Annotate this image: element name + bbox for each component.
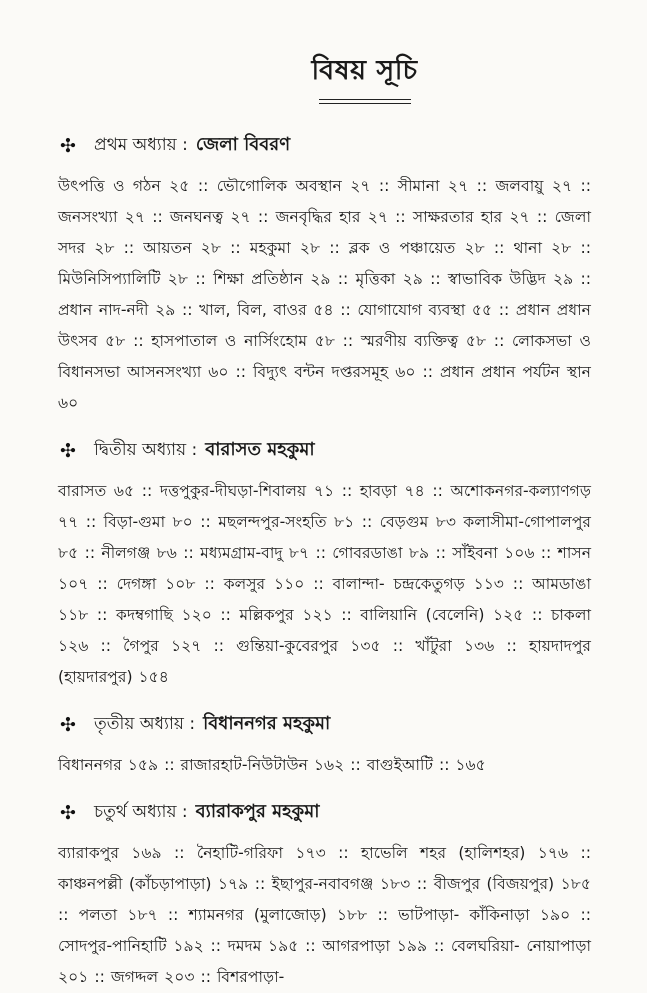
- chapter-4: [58, 797, 591, 993]
- page-title: বিষয় সূচি: [311, 55, 418, 86]
- chapter-contents: বিধাননগর ১৫৯ :: রাজারহাট-নিউটাউন ১৬২ :: বাগুইআটি :: ১৬৫: [58, 756, 486, 774]
- fleuron-bullet-icon: ✣: [60, 134, 76, 157]
- chapter-1: [58, 130, 591, 419]
- fleuron-bullet-icon: ✣: [60, 801, 76, 824]
- fleuron-bullet-icon: ✣: [60, 439, 76, 462]
- chapter-heading: [58, 709, 591, 740]
- chapter-label: তৃতীয় অধ্যায় :: [94, 713, 196, 734]
- chapter-label: দ্বিতীয় অধ্যায় :: [94, 439, 198, 460]
- chapter-3: [58, 709, 591, 781]
- chapter-heading: [58, 130, 591, 161]
- chapter-label: চতুর্থ অধ্যায় :: [94, 801, 188, 822]
- chapter-heading: [58, 797, 591, 828]
- chapter-subtitle: ব্যারাকপুর মহকুমা: [195, 801, 320, 822]
- chapter-contents: উৎপত্তি ও গঠন ২৫ :: ভৌগোলিক অবস্থান ২৭ :: সীমানা ২৭ :: জলবায়ু ২৭ :: জনসংখ্যা ২৭ :: জনঘনত্ব ২৭ :: জনবৃদ্ধির হার ২৭ :: সাক্ষরতার হার ২৭ :: জেলা সদর ২৮ :: আয়তন ২৮ :: মহকুমা ২৮ :: ব্লক ও পঞ্চায়েত ২৮ :: থানা ২৮ :: মিউনিসিপ্যালিটি ২৮ :: শিক্ষা প্রতিষ্ঠান ২৯ :: মৃত্তিকা ২৯ :: স্বাভাবিক উদ্ভিদ ২৯ :: প্রধান নাদ-নদী ২৯ :: খাল, বিল, বাওর ৫৪ :: যোগাযোগ ব্যবস্থা ৫৫ :: প্রধান প্রধান উৎসব ৫৮ :: হাসপাতাল ও নার্সিংহোম ৫৮ :: স্মরণীয় ব্যক্তিত্ব ৫৮ :: লোকসভা ও বিধানসভা আসনসংখ্যা ৬০ :: বিদ্যুৎ বন্টন দপ্তরসমূহ ৬০ :: প্রধান প্রধান পর্যটন স্থান ৬০: [58, 177, 591, 412]
- chapter-contents: বারাসত ৬৫ :: দত্তপুকুর-দীঘড়া-শিবালয় ৭১ :: হাবড়া ৭৪ :: অশোকনগর-কল্যাণগড় ৭৭ :: বিড়া-গুমা ৮০ :: মছলন্দপুর-সংহতি ৮১ :: বেড়গুম ৮৩ কলাসীমা-গোপালপুর ৮৫ :: নীলগঞ্জ ৮৬ :: মধ্যমগ্রাম-বাদু ৮৭ :: গোবরডাঙা ৮৯ :: সাঁইবনা ১০৬ :: শাসন ১০৭ :: দেগঙ্গা ১০৮ :: কলসুর ১১০ :: বালান্দা- চন্দ্রকেতুগড় ১১৩ :: আমডাঙা ১১৮ :: কদম্বগাছি ১২০ :: মল্লিকপুর ১২১ :: বালিয়ানি (বেলেনি) ১২৫ :: চাকলা ১২৬ :: গৈপুর ১২৭ :: গুন্তিয়া-কুবেরপুর ১৩৫ :: খাঁটুরা ১৩৬ :: হায়দাদপুর (হায়দারপুর) ১৫৪: [58, 482, 591, 686]
- fleuron-bullet-icon: ✣: [60, 713, 76, 736]
- chapter-heading: [58, 435, 591, 466]
- title-block: [138, 50, 591, 104]
- title-underline-second: [319, 103, 411, 104]
- chapter-subtitle: বিধাননগর মহকুমা: [203, 713, 331, 734]
- chapter-subtitle: বারাসত মহকুমা: [205, 439, 315, 460]
- chapter-2: [58, 435, 591, 693]
- chapter-label: প্রথম অধ্যায় :: [94, 134, 188, 155]
- chapter-contents: ব্যারাকপুর ১৬৯ :: নৈহাটি-গরিফা ১৭৩ :: হাভেলি শহর (হালিশহর) ১৭৬ :: কাঞ্চনপল্লী (কাঁচড়াপাড়া) ১৭৯ :: ইছাপুর-নবাবগঞ্জ ১৮৩ :: বীজপুর (বিজয়পুর) ১৮৫ :: পলতা ১৮৭ :: শ্যামনগর (মুলাজোড়) ১৮৮ :: ভাটপাড়া- কাঁকিনাড়া ১৯০ :: সোদপুর-পানিহাটি ১৯২ :: দমদম ১৯৫ :: আগরপাড়া ১৯৯ :: বেলঘরিয়া- নোয়াপাড়া ২০১ :: জগদ্দল ২০৩ :: বিশরপাড়া-: [58, 844, 591, 986]
- title-underline: [319, 99, 411, 100]
- chapter-subtitle: জেলা বিবরণ: [195, 134, 291, 155]
